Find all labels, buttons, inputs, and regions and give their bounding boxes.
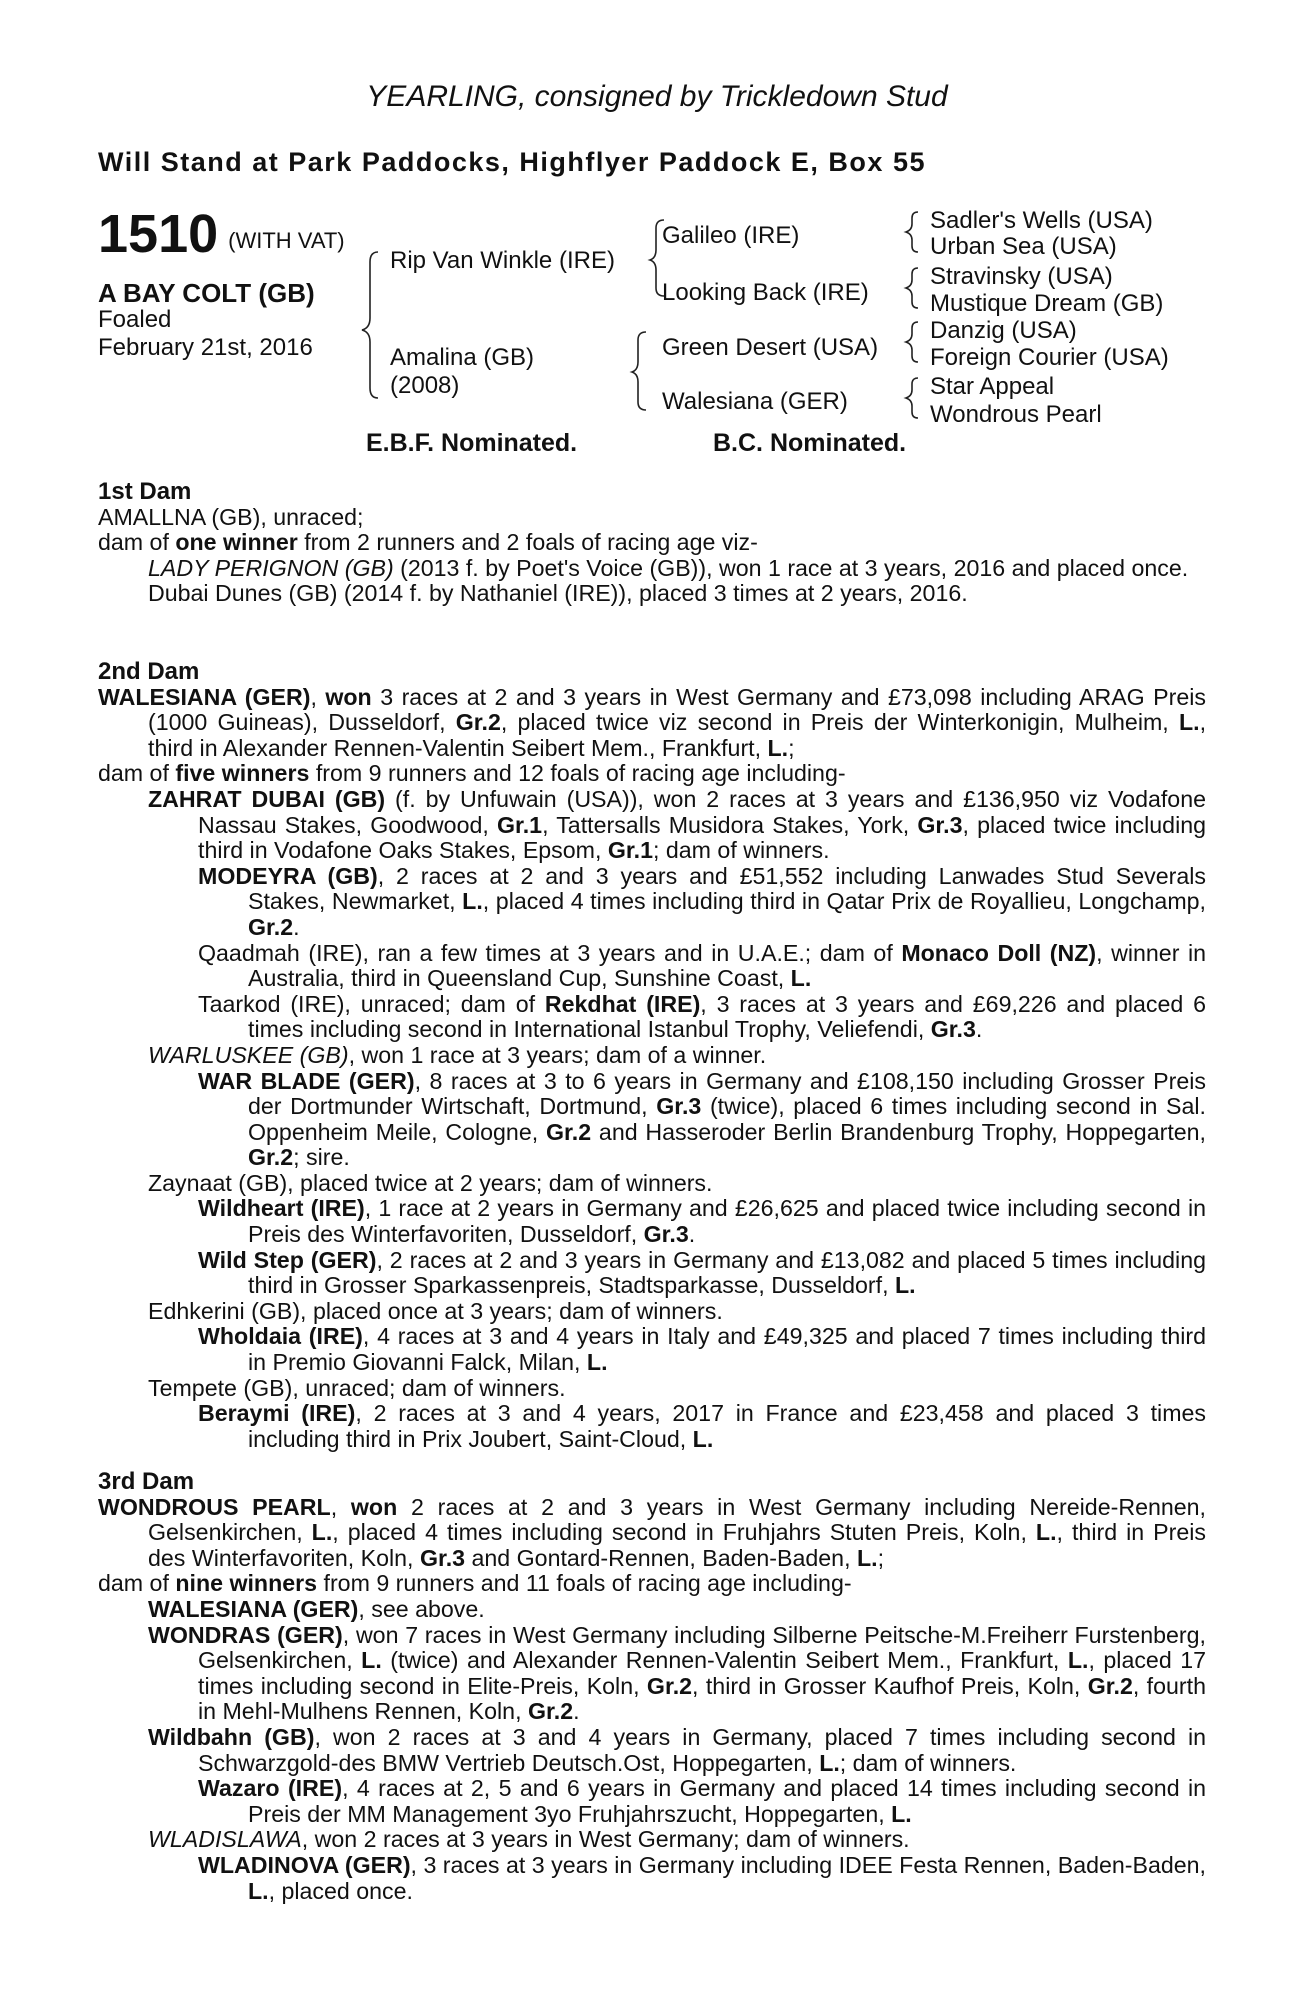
grade: L. (1178, 709, 1200, 736)
pedigree-dam-year: (2008) (390, 372, 460, 399)
text: , (310, 683, 326, 710)
text: (twice) and Alexander Rennen-Valentin Seibert Mem., Frankfurt, (381, 1647, 1068, 1674)
horse-name: Wazaro (IRE) (198, 1775, 343, 1802)
text: from 9 runners and 11 foals of racing age including- (317, 1570, 852, 1597)
progeny-entry (98, 1248, 1206, 1299)
pedigree-g8: Wondrous Pearl (930, 401, 1102, 428)
progeny-entry (98, 1196, 1206, 1247)
pedigree-g7: Star Appeal (930, 373, 1055, 400)
pedigree-sire-dam: Looking Back (IRE) (662, 279, 869, 306)
horse-name: WLADISLAWA (148, 1826, 302, 1853)
text: Qaadmah (IRE), ran a few times at 3 years and in U.A.E.; dam of (198, 939, 902, 966)
progeny-entry (98, 1827, 1206, 1853)
grade: L. (819, 1749, 840, 1776)
text: , third in Alexander Rennen-Valentin Seibert Mem., Frankfurt, (148, 709, 1207, 761)
text: , winner in Australia, third in Queensland Cup, Sunshine Coast, (248, 939, 1207, 992)
text: , 8 races at 3 to 6 years in Germany and £108,150 including Grosser Preis der Dortmunder Wirtschaft, Dortmund, (248, 1067, 1206, 1120)
first-dam-section (98, 479, 1206, 607)
progeny-entry (98, 1725, 1206, 1776)
grade: Gr.2 (527, 1698, 574, 1725)
progeny-entry: Edhkerini (GB), placed once at 3 years; dam of winners. (148, 1297, 723, 1324)
lot-number-value: 1510 (98, 204, 219, 264)
grade: Gr.3 (930, 1016, 976, 1043)
text: Taarkod (IRE), unraced; dam of (198, 990, 545, 1017)
horse-name: Monaco Doll (NZ) (901, 939, 1097, 966)
grade: Gr.3 (917, 811, 963, 838)
text: , placed 4 times including second in Fruhjahrs Stuten Preis, Koln, (332, 1519, 1036, 1546)
pedigree-g4: Mustique Dream (GB) (930, 290, 1164, 317)
grade: L. (1067, 1647, 1089, 1674)
bc-nominated: B.C. Nominated. (713, 429, 907, 457)
grade: Gr.2 (646, 1672, 693, 1699)
progeny-entry (98, 787, 1206, 864)
grade: L. (894, 1272, 916, 1299)
grade: L. (767, 734, 789, 761)
pedigree-sire: Rip Van Winkle (IRE) (390, 247, 615, 274)
third-dam-section (98, 1469, 1206, 1904)
text: , fourth in Mehl-Mulhens Rennen, Koln, (198, 1672, 1206, 1725)
text: , won 2 races at 3 and 4 years in Germany, placed 7 times including second in Schwarzgold-des BMW Vertrieb Deutsch.Ost, Hoppegarten, (198, 1723, 1206, 1776)
text: won (350, 1493, 398, 1520)
grade: L. (790, 965, 812, 992)
text: , placed once. (268, 1877, 413, 1904)
text: , 1 race at 2 years in Germany and £26,625 and placed twice including second in Preis des Winterfavoriten, Dusseldorf, (248, 1195, 1206, 1248)
text: dam of (98, 760, 176, 787)
location-line: Will Stand at Park Paddocks, Highflyer Paddock E, Box 55 (98, 147, 926, 177)
third-dam-heading: 3rd Dam (98, 1468, 195, 1495)
text: ; dam of winners. (839, 1749, 1017, 1776)
grade: Gr.3 (643, 1221, 689, 1248)
text: , see above. (358, 1595, 485, 1622)
text: ; sire. (293, 1144, 350, 1171)
text: , placed 4 times including third in Qatar Prix de Royallieu, Longchamp, (482, 888, 1206, 915)
text: , (330, 1493, 351, 1520)
progeny-entry (98, 1324, 1206, 1375)
horse-name: WALESIANA (GER) (148, 1595, 359, 1622)
progeny-entry (98, 1597, 1206, 1623)
text: , 2 races at 2 and 3 years in Germany and £13,082 and placed 5 times including third in Grosser Sparkassenpreis, Stadtsparkasse, Dusseldorf, (248, 1246, 1206, 1299)
pedigree-g6: Foreign Courier (USA) (930, 344, 1169, 371)
progeny-entry (98, 1401, 1206, 1452)
text: won (325, 683, 372, 710)
text: , placed 17 times including second in Elite-Preis, Koln, (198, 1647, 1207, 1699)
progeny-entry (98, 1043, 1206, 1069)
text: . (688, 1221, 696, 1248)
text: and Gontard-Rennen, Baden-Baden, (465, 1544, 857, 1571)
text: (twice), placed 6 times including second in Sal. Oppenheim Meile, Cologne, (248, 1093, 1206, 1145)
grade: L. (248, 1877, 269, 1904)
grade: Gr.2 (248, 913, 294, 940)
progeny-entry: Tempete (GB), unraced; dam of winners. (148, 1374, 566, 1401)
text: 2 races at 2 and 3 years in West Germany including Nereide-Rennen, Gelsenkirchen, (148, 1493, 1206, 1546)
horse-name: MODEYRA (GB) (198, 862, 378, 889)
grade: Gr.2 (455, 709, 501, 736)
grade: Gr.1 (496, 811, 543, 838)
horse-name: ZAHRAT DUBAI (GB) (148, 785, 386, 812)
foaled-label: Foaled (98, 306, 172, 333)
horse-name: Wildbahn (GB) (148, 1723, 315, 1750)
text: , 3 races at 3 years in Germany including IDEE Festa Rennen, Baden-Baden, (410, 1851, 1206, 1878)
grade: Gr.2 (545, 1118, 592, 1145)
grade: L. (462, 888, 483, 915)
text: , won 1 race at 3 years; dam of a winner. (348, 1041, 767, 1068)
grade: Gr.2 (1087, 1672, 1133, 1699)
winners-count: one winner (175, 529, 298, 556)
horse-name: WONDRAS (GER) (148, 1621, 343, 1648)
progeny-entry (98, 1069, 1206, 1171)
winners-count: nine winners (175, 1570, 318, 1597)
text: ; (788, 734, 795, 761)
progeny-entry (98, 556, 1206, 582)
text: and Hasseroder Berlin Brandenburg Trophy, Hoppegarten, (591, 1118, 1206, 1145)
foaled-date: February 21st, 2016 (98, 334, 313, 361)
third-dam-record (98, 1495, 1206, 1572)
progeny-entry (98, 1623, 1206, 1725)
text: from 9 runners and 12 foals of racing age including- (309, 760, 846, 787)
text: . (573, 1698, 580, 1725)
progeny-entry: Zaynaat (GB), placed twice at 2 years; dam of winners. (148, 1169, 713, 1196)
first-dam-name: AMALLNA (GB), unraced; (98, 503, 364, 530)
progeny-entry (98, 992, 1206, 1043)
progeny-entry: Dubai Dunes (GB) (2014 f. by Nathaniel (IRE)), placed 3 times at 2 years, 2016. (148, 580, 968, 607)
text: (2013 f. by Poet's Voice (GB)), won 1 race at 3 years, 2016 and placed once. (393, 554, 1189, 581)
third-dam-produce (98, 1571, 1206, 1597)
grade: Gr.3 (656, 1093, 702, 1120)
second-dam-produce (98, 761, 1206, 787)
pedigree-g1: Sadler's Wells (USA) (930, 207, 1153, 234)
progeny-entry (98, 1776, 1206, 1827)
grade: L. (891, 1800, 912, 1827)
grade: L. (361, 1647, 382, 1674)
horse-name: WONDROUS PEARL (98, 1493, 331, 1520)
text: , third in Grosser Kaufhof Preis, Koln, (692, 1672, 1088, 1699)
horse-name: Wild Step (GER) (198, 1246, 377, 1273)
text: , 2 races at 3 and 4 years, 2017 in France and £23,458 and placed 3 times including third in Prix Joubert, Saint-Cloud, (248, 1400, 1207, 1452)
horse-name: Beraymi (IRE) (198, 1400, 356, 1427)
progeny-entry (98, 941, 1206, 992)
horse-name: WARLUSKEE (GB) (148, 1041, 349, 1068)
text: dam of (98, 1570, 176, 1597)
text: , placed twice viz second in Preis der Winterkonigin, Mulheim, (500, 709, 1179, 736)
second-dam-record (98, 685, 1206, 762)
text: . (975, 1016, 983, 1043)
second-dam-heading: 2nd Dam (98, 658, 200, 685)
text: ; dam of winners. (653, 837, 830, 864)
pedigree-g2: Urban Sea (USA) (930, 233, 1117, 260)
pedigree-dam-dam: Walesiana (GER) (662, 388, 848, 415)
vat-label: (WITH VAT) (228, 228, 345, 253)
horse-name: WAR BLADE (GER) (198, 1067, 415, 1094)
lot-description: A BAY COLT (GB) (98, 278, 315, 308)
text: ; (877, 1544, 885, 1571)
first-dam-heading: 1st Dam (98, 478, 192, 505)
horse-name: Wildheart (IRE) (198, 1195, 365, 1222)
horse-name: LADY PERIGNON (GB) (148, 554, 394, 581)
winners-count: five winners (175, 760, 310, 787)
text: , won 7 races in West Germany including Silberne Peitsche-M.Freiherr Furstenberg, Gelsenkirchen, (198, 1621, 1206, 1674)
pedigree-g3: Stravinsky (USA) (930, 263, 1113, 290)
consignment-line: YEARLING, consigned by Trickledown Stud (366, 80, 948, 113)
text: , won 2 races at 3 years in West Germany; dam of winners. (301, 1826, 910, 1853)
text: , third in Preis des Winterfavoriten, Koln, (148, 1519, 1206, 1571)
grade: Gr.3 (419, 1544, 466, 1571)
text: dam of (98, 529, 176, 556)
second-dam-section (98, 659, 1206, 1452)
text: , 4 races at 3 and 4 years in Italy and £49,325 and placed 7 times including third in Premio Giovanni Falck, Milan, (248, 1323, 1206, 1376)
text: , 4 races at 2, 5 and 6 years in Germany and placed 14 times including second in Preis der MM Management 3yo Fruhjahrszucht, Hoppegarten, (248, 1775, 1206, 1827)
grade: L. (586, 1349, 608, 1376)
pedigree-g5: Danzig (USA) (930, 317, 1077, 344)
horse-name: Wholdaia (IRE) (198, 1323, 363, 1350)
text: from 2 runners and 2 foals of racing age viz- (297, 529, 758, 556)
horse-name: Rekdhat (IRE) (544, 990, 701, 1017)
text: 3 races at 2 and 3 years in West Germany and £73,098 including ARAG Preis (1000 Guineas), Dusseldorf, (148, 683, 1207, 736)
pedigree-sire-sire: Galileo (IRE) (662, 222, 800, 249)
text: , 2 races at 2 and 3 years and £51,552 including Lanwades Stud Severals Stakes, Newmarket, (248, 862, 1206, 915)
grade: Gr.2 (248, 1144, 294, 1171)
progeny-entry (98, 864, 1206, 941)
text: , Tattersalls Musidora Stakes, York, (542, 811, 918, 838)
text: . (293, 913, 300, 940)
grade: L. (856, 1544, 878, 1571)
pedigree-dam-sire: Green Desert (USA) (662, 334, 879, 361)
progeny-entry (98, 1853, 1206, 1904)
horse-name: WLADINOVA (GER) (198, 1851, 411, 1878)
horse-name: WALESIANA (GER) (98, 683, 311, 710)
grade: L. (311, 1519, 333, 1546)
grade: L. (692, 1425, 714, 1452)
text: , 3 races at 3 years and £69,226 and placed 6 times including second in International Istanbul Trophy, Veliefendi, (248, 990, 1206, 1043)
text: , placed twice including third in Vodafone Oaks Stakes, Epsom, (198, 811, 1207, 864)
ebf-nominated: E.B.F. Nominated. (366, 429, 578, 457)
grade: L. (1035, 1519, 1057, 1546)
text: (f. by Unfuwain (USA)), won 2 races at 3 years and £136,950 viz Vodafone Nassau Stakes, Goodwood, (198, 785, 1206, 838)
first-dam-record (98, 530, 1206, 556)
grade: Gr.1 (607, 837, 653, 864)
pedigree-dam: Amalina (GB) (390, 344, 535, 371)
